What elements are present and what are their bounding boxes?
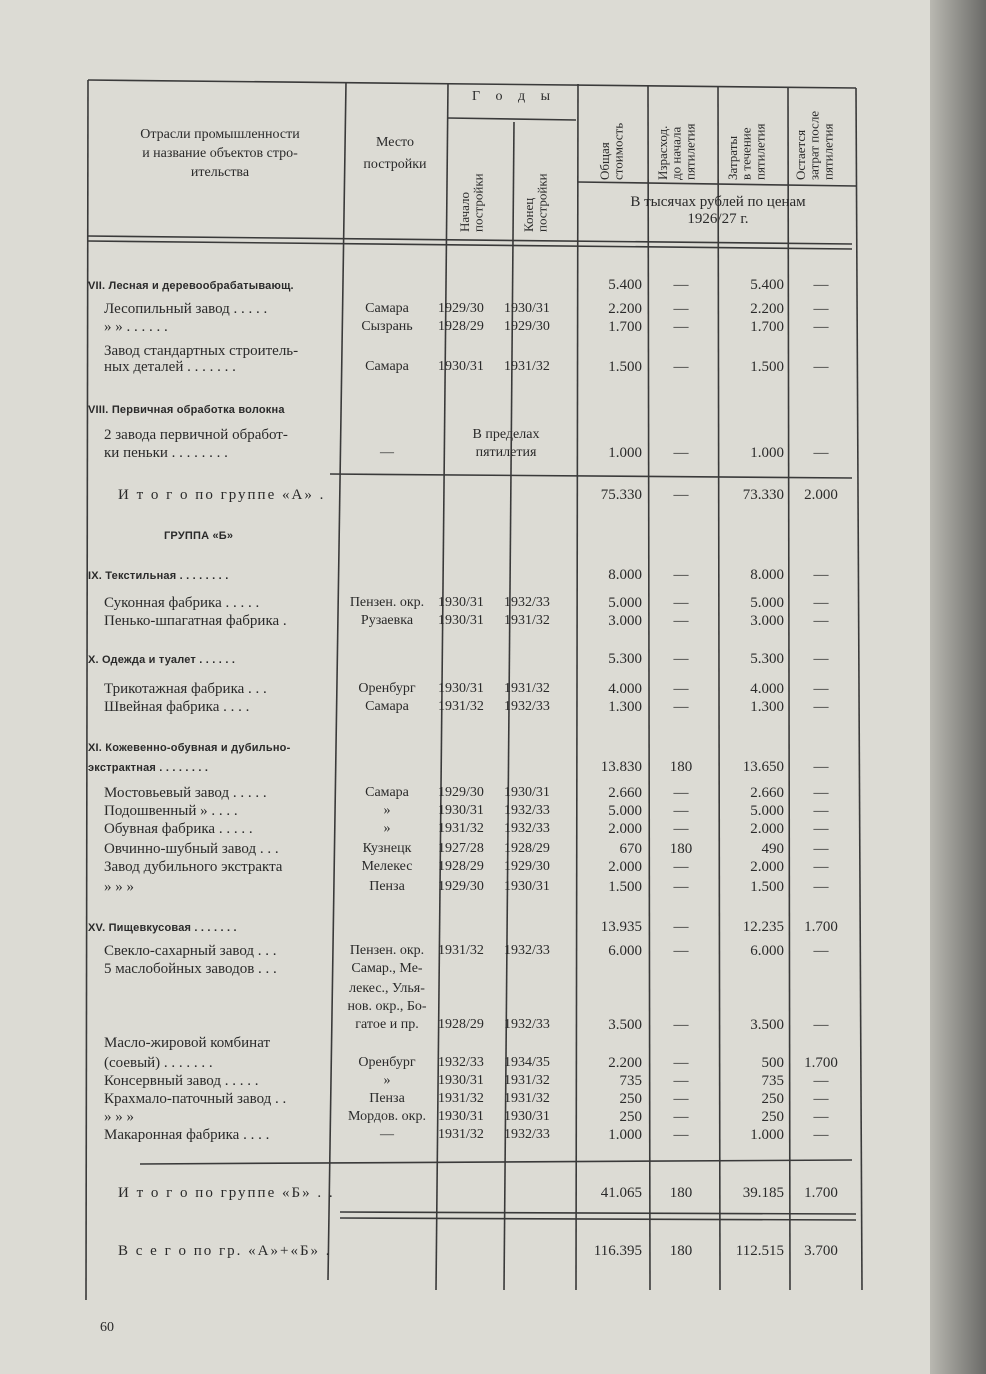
total-cost-cell: 5.000 — [608, 595, 642, 611]
group-total-label: В с е г о по гр. «А»+«Б» . — [118, 1243, 332, 1259]
remaining-cell: — — [813, 1109, 829, 1125]
remaining-cell: — — [813, 841, 829, 857]
remaining-cell: — — [813, 943, 829, 959]
end-year-cell: 1929/30 — [504, 319, 550, 334]
spent-during-cell: 112.515 — [735, 1243, 784, 1259]
start-year-cell: 1930/31 — [438, 803, 484, 818]
row-label: 5 маслобойных заводов . . . — [104, 961, 277, 977]
spent-during-cell: 5.400 — [750, 277, 784, 293]
spent-before-cell: — — [673, 651, 689, 667]
spent-before-cell: — — [673, 595, 689, 611]
spent-during-cell: 500 — [761, 1055, 784, 1071]
remaining-cell: — — [813, 803, 829, 819]
row-label: Трикотажная фабрика . . . — [104, 681, 267, 697]
remaining-cell: — — [813, 681, 829, 697]
start-year-cell: 1929/30 — [438, 301, 484, 316]
spent-before-cell: — — [673, 821, 689, 837]
total-cost-cell: 1.000 — [608, 1127, 642, 1143]
place-cell: нов. окр., Бо- — [347, 999, 427, 1014]
total-cost-cell: 1.000 — [608, 445, 642, 461]
remaining-cell: — — [813, 613, 829, 629]
spent-during-cell: 5.000 — [750, 595, 784, 611]
place-cell: — — [380, 1127, 394, 1142]
start-year-cell: 1931/32 — [438, 1127, 484, 1142]
spent-during-cell: 4.000 — [750, 681, 784, 697]
start-year-cell: 1931/32 — [438, 821, 484, 836]
spent-during-cell: 13.650 — [742, 759, 784, 775]
group-total-label: И т о г о по группе «Б» . . — [118, 1185, 335, 1201]
spent-before-cell: 180 — [669, 841, 693, 857]
start-year-cell: 1930/31 — [438, 613, 484, 628]
total-cost-cell: 2.000 — [608, 859, 642, 875]
total-cost-cell: 6.000 — [608, 943, 642, 959]
years-span-cell: В пределах — [472, 427, 540, 442]
place-cell: » — [383, 821, 391, 836]
place-cell: » — [383, 1073, 391, 1088]
remaining-cell: — — [813, 301, 829, 317]
spent-before-cell: — — [673, 1055, 689, 1071]
spent-during-cell: 250 — [761, 1091, 784, 1107]
place-cell: Пензен. окр. — [349, 595, 425, 610]
remaining-cell: — — [813, 1091, 829, 1107]
row-label: Завод стандартных строитель- — [104, 343, 299, 359]
spent-during-cell: 2.660 — [750, 785, 784, 801]
end-year-cell: 1931/32 — [504, 681, 550, 696]
end-year-cell: 1932/33 — [504, 803, 550, 818]
spent-during-cell: 39.185 — [742, 1185, 784, 1201]
group-total-label: И т о г о по группе «А» . — [118, 487, 326, 503]
end-year-cell: 1932/33 — [504, 821, 550, 836]
spent-before-cell: — — [673, 699, 689, 715]
years-span-cell: пятилетия — [475, 445, 537, 460]
spent-before-cell: 180 — [669, 1243, 693, 1259]
total-cost-cell: 3.500 — [608, 1017, 642, 1033]
row-label: Консервный завод . . . . . — [104, 1073, 259, 1089]
place-cell: Мелекес — [361, 859, 413, 874]
total-cost-cell: 5.400 — [608, 277, 642, 293]
total-cost-cell: 8.000 — [608, 567, 642, 583]
spent-before-cell: — — [673, 445, 689, 461]
page-number: 60 — [100, 1320, 114, 1335]
row-label: Суконная фабрика . . . . . — [104, 595, 260, 611]
total-cost-cell: 5.000 — [608, 803, 642, 819]
place-cell: Самара — [365, 301, 409, 316]
remaining-cell: 2.000 — [804, 487, 838, 503]
spent-before-cell: — — [673, 879, 689, 895]
remaining-cell: — — [813, 785, 829, 801]
end-year-cell: 1930/31 — [504, 785, 550, 800]
row-label: Крахмало-паточный завод . . — [104, 1091, 287, 1107]
section-label: X. Одежда и туалет . . . . . . — [88, 654, 236, 666]
spent-before-cell: — — [673, 803, 689, 819]
total-cost-cell: 2.000 — [608, 821, 642, 837]
header-years: Г о д ы — [471, 89, 557, 104]
place-cell: Самар., Ме- — [351, 961, 423, 976]
spent-before-cell: — — [673, 1017, 689, 1033]
place-cell: Пенза — [369, 879, 405, 894]
start-year-cell: 1929/30 — [438, 785, 484, 800]
total-cost-cell: 13.830 — [600, 759, 642, 775]
spent-before-cell: — — [673, 359, 689, 375]
start-year-cell: 1928/29 — [438, 319, 484, 334]
remaining-cell: — — [813, 1017, 829, 1033]
header-branch: Отрасли промышленности и название объектов стро- ительства — [140, 127, 300, 180]
place-cell: лекес., Улья- — [349, 981, 425, 996]
remaining-cell: — — [813, 445, 829, 461]
start-year-cell: 1930/31 — [438, 359, 484, 374]
spent-before-cell: — — [673, 613, 689, 629]
remaining-cell: — — [813, 277, 829, 293]
total-cost-cell: 5.300 — [608, 651, 642, 667]
row-label: Макаронная фабрика . . . . — [104, 1127, 270, 1143]
end-year-cell: 1930/31 — [504, 301, 550, 316]
row-label: Овчинно-шубный завод . . . — [104, 841, 279, 857]
spent-during-cell: 250 — [761, 1109, 784, 1125]
place-cell: Оренбург — [358, 1055, 416, 1070]
spent-during-cell: 5.000 — [750, 803, 784, 819]
total-cost-cell: 2.200 — [608, 301, 642, 317]
spent-before-cell: — — [673, 919, 689, 935]
end-year-cell: 1934/35 — [504, 1055, 550, 1070]
remaining-cell: 1.700 — [804, 1055, 838, 1071]
end-year-cell: 1931/32 — [504, 1073, 550, 1088]
remaining-cell: 1.700 — [804, 919, 838, 935]
spent-before-cell: — — [673, 277, 689, 293]
start-year-cell: 1930/31 — [438, 595, 484, 610]
spent-during-cell: 1.000 — [750, 445, 784, 461]
spent-during-cell: 73.330 — [742, 487, 784, 503]
row-label: 2 завода первичной обработ- — [104, 427, 288, 443]
row-label: » » . . . . . . — [104, 319, 168, 335]
spent-before-cell: — — [673, 681, 689, 697]
total-cost-cell: 250 — [619, 1109, 642, 1125]
spent-before-cell: — — [673, 301, 689, 317]
section-label: XI. Кожевенно-обувная и дубильно- — [88, 742, 291, 754]
end-year-cell: 1930/31 — [504, 879, 550, 894]
spent-before-cell: — — [673, 1109, 689, 1125]
row-label: » » » — [104, 1109, 134, 1125]
spent-before-cell: — — [673, 1073, 689, 1089]
start-year-cell: 1928/29 — [438, 859, 484, 874]
remaining-cell: — — [813, 879, 829, 895]
spent-before-cell: — — [673, 785, 689, 801]
start-year-cell: 1932/33 — [438, 1055, 484, 1070]
spent-during-cell: 1.500 — [750, 879, 784, 895]
start-year-cell: 1930/31 — [438, 681, 484, 696]
start-year-cell: 1931/32 — [438, 699, 484, 714]
end-year-cell: 1931/32 — [504, 359, 550, 374]
header-spent-before: Израсход. до начала пятилетия — [655, 123, 698, 180]
place-cell: Мордов. окр. — [348, 1109, 426, 1124]
start-year-cell: 1927/28 — [438, 841, 484, 856]
row-label: Подошвенный » . . . . — [104, 803, 238, 819]
spent-during-cell: 8.000 — [750, 567, 784, 583]
spent-during-cell: 1.500 — [750, 359, 784, 375]
spent-before-cell: — — [673, 1127, 689, 1143]
remaining-cell: — — [813, 699, 829, 715]
header-spent-during: Затраты в течение пятилетия — [725, 123, 768, 180]
row-label: ных деталей . . . . . . . — [104, 359, 236, 375]
place-cell: гатое и пр. — [355, 1017, 419, 1032]
total-cost-cell: 2.660 — [608, 785, 642, 801]
spent-before-cell: — — [673, 943, 689, 959]
end-year-cell: 1929/30 — [504, 859, 550, 874]
total-cost-cell: 2.200 — [608, 1055, 642, 1071]
remaining-cell: — — [813, 359, 829, 375]
row-label: » » » — [104, 879, 134, 895]
spent-during-cell: 490 — [761, 841, 784, 857]
row-label: Мостовьевый завод . . . . . — [104, 785, 267, 801]
spent-before-cell: — — [673, 859, 689, 875]
row-label: Лесопильный завод . . . . . — [104, 301, 268, 317]
remaining-cell: — — [813, 821, 829, 837]
remaining-cell: 3.700 — [804, 1243, 838, 1259]
row-label: Свекло-сахарный завод . . . — [104, 943, 277, 959]
spent-before-cell: 180 — [669, 759, 693, 775]
spent-before-cell: — — [673, 567, 689, 583]
row-label: (соевый) . . . . . . . — [104, 1055, 213, 1071]
spent-during-cell: 3.500 — [750, 1017, 784, 1033]
total-cost-cell: 1.500 — [608, 359, 642, 375]
end-year-cell: 1932/33 — [504, 943, 550, 958]
remaining-cell: — — [813, 1073, 829, 1089]
place-cell: Самара — [365, 359, 409, 374]
total-cost-cell: 4.000 — [608, 681, 642, 697]
total-cost-cell: 3.000 — [608, 613, 642, 629]
row-label: Пенько-шпагатная фабрика . — [104, 613, 287, 629]
total-cost-cell: 13.935 — [600, 919, 642, 935]
section-label: VIII. Первичная обработка волокна — [88, 404, 285, 416]
row-label: Завод дубильного экстракта — [104, 859, 283, 875]
end-year-cell: 1930/31 — [504, 1109, 550, 1124]
remaining-cell: — — [813, 651, 829, 667]
header-units: В тысячах рублей по ценам 1926/27 г. — [630, 194, 806, 227]
spent-before-cell: — — [673, 1091, 689, 1107]
end-year-cell: 1932/33 — [504, 1017, 550, 1032]
spent-during-cell: 5.300 — [750, 651, 784, 667]
place-cell: Самара — [365, 785, 409, 800]
total-cost-cell: 1.500 — [608, 879, 642, 895]
section-label: VII. Лесная и деревообрабатывающ. — [88, 280, 294, 292]
place-cell: Рузаевка — [360, 613, 414, 628]
place-cell: Пензен. окр. — [349, 943, 425, 958]
start-year-cell: 1929/30 — [438, 879, 484, 894]
end-year-cell: 1931/32 — [504, 613, 550, 628]
total-cost-cell: 250 — [619, 1091, 642, 1107]
remaining-cell: — — [813, 859, 829, 875]
spent-during-cell: 2.200 — [750, 301, 784, 317]
header-end: Конец постройки — [521, 173, 550, 232]
spent-during-cell: 735 — [761, 1073, 784, 1089]
spent-before-cell: — — [673, 487, 689, 503]
row-label: ки пеньки . . . . . . . . — [104, 445, 228, 461]
end-year-cell: 1932/33 — [504, 699, 550, 714]
header-remaining: Остается затрат после пятилетия — [793, 110, 836, 180]
spent-during-cell: 1.000 — [750, 1127, 784, 1143]
total-cost-cell: 735 — [619, 1073, 642, 1089]
spent-during-cell: 2.000 — [750, 859, 784, 875]
total-cost-cell: 41.065 — [600, 1185, 642, 1201]
remaining-cell: — — [813, 319, 829, 335]
start-year-cell: 1931/32 — [438, 943, 484, 958]
header-start: Начало постройки — [457, 173, 486, 232]
section-label: XV. Пищевкусовая . . . . . . . — [88, 922, 237, 934]
row-label: Масло-жировой комбинат — [104, 1035, 271, 1051]
start-year-cell: 1928/29 — [438, 1017, 484, 1032]
remaining-cell: — — [813, 595, 829, 611]
spent-during-cell: 1.700 — [750, 319, 784, 335]
spent-before-cell: — — [673, 319, 689, 335]
start-year-cell: 1930/31 — [438, 1109, 484, 1124]
place-cell: » — [383, 803, 391, 818]
header-place: Место постройки — [363, 135, 427, 173]
place-cell: Пенза — [369, 1091, 405, 1106]
end-year-cell: 1932/33 — [504, 595, 550, 610]
place-cell: Самара — [365, 699, 409, 714]
section-label: IX. Текстильная . . . . . . . . — [88, 570, 229, 582]
section-label: ГРУППА «Б» — [164, 530, 234, 542]
end-year-cell: 1928/29 — [504, 841, 550, 856]
remaining-cell: — — [813, 759, 829, 775]
place-cell: Сызрань — [361, 319, 413, 334]
end-year-cell: 1932/33 — [504, 1127, 550, 1142]
spent-during-cell: 2.000 — [750, 821, 784, 837]
place-cell: Оренбург — [358, 681, 416, 696]
total-cost-cell: 1.700 — [608, 319, 642, 335]
remaining-cell: — — [813, 1127, 829, 1143]
total-cost-cell: 1.300 — [608, 699, 642, 715]
place-cell: — — [380, 445, 394, 460]
total-cost-cell: 116.395 — [593, 1243, 642, 1259]
start-year-cell: 1931/32 — [438, 1091, 484, 1106]
end-year-cell: 1931/32 — [504, 1091, 550, 1106]
total-cost-cell: 75.330 — [600, 487, 642, 503]
total-cost-cell: 670 — [619, 841, 642, 857]
remaining-cell: 1.700 — [804, 1185, 838, 1201]
spent-during-cell: 12.235 — [742, 919, 784, 935]
row-label: Обувная фабрика . . . . . — [104, 821, 253, 837]
place-cell: Кузнецк — [362, 841, 412, 856]
start-year-cell: 1930/31 — [438, 1073, 484, 1088]
row-label: Швейная фабрика . . . . — [104, 699, 250, 715]
remaining-cell: — — [813, 567, 829, 583]
section-label: экстрактная . . . . . . . . — [88, 762, 209, 774]
header-total-cost: Общая стоимость — [597, 122, 626, 180]
spent-during-cell: 3.000 — [750, 613, 784, 629]
spent-before-cell: 180 — [669, 1185, 693, 1201]
spent-during-cell: 1.300 — [750, 699, 784, 715]
spent-during-cell: 6.000 — [750, 943, 784, 959]
